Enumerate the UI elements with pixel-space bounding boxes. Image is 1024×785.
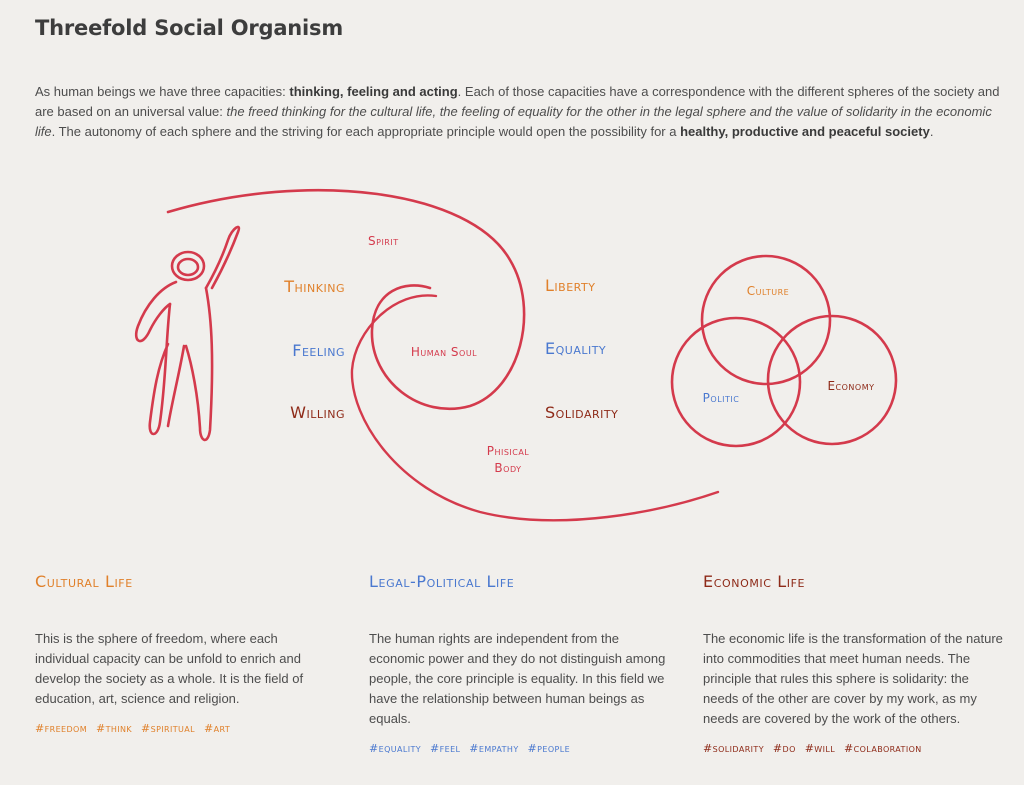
label-thinking: Thinking <box>284 277 345 296</box>
legal-political-life-text: The human rights are independent from the economic power and they do not distinguish among people, the core principle is equality. In this field we have the relationship between human beings as equals. <box>369 631 666 726</box>
cultural-life-tags <box>35 722 335 735</box>
intro-text-2: . Each of those capacities have a correspondence with the different spheres of the society and are based on an universal value: <box>35 84 1000 119</box>
intro-text-4: . <box>929 124 934 139</box>
label-body: Body <box>494 461 522 475</box>
label-spirit: Spirit <box>368 234 399 248</box>
cultural-life-text: This is the sphere of freedom, where each individual capacity can be unfold to enrich and develop the society as a whole. It is the field of education, art, science and religion. <box>35 631 304 706</box>
economic-life-heading: Economic Life <box>703 572 806 591</box>
venn-label-culture: Culture <box>746 284 790 298</box>
label-feeling: Feeling <box>292 341 345 360</box>
intro-text-1: As human beings we have three capacities: <box>35 84 290 99</box>
tag[interactable]: #spiritual <box>140 722 196 735</box>
tag[interactable]: #do <box>772 742 796 755</box>
economic-life-text: The economic life is the transformation of the nature into commodities that meet human needs. The principle that rules this sphere is solidarity: the needs of the other are cover by my work, as my needs are covered by the work of the others. <box>703 631 1003 726</box>
tag[interactable]: #freedom <box>35 722 88 735</box>
column-legal-political-life <box>369 572 669 755</box>
tag[interactable]: #equality <box>369 742 422 755</box>
label-liberty: Liberty <box>545 276 596 295</box>
label-phisical: Phisical <box>486 444 530 458</box>
tag[interactable]: #people <box>527 742 571 755</box>
column-cultural-life <box>35 572 335 735</box>
intro-bold-society: healthy, productive and peaceful society <box>680 124 930 139</box>
tag[interactable]: #art <box>203 722 231 735</box>
spiral-inner-line <box>352 295 718 520</box>
threefold-diagram <box>0 170 1024 530</box>
intro-paragraph <box>35 82 1010 142</box>
legal-political-life-heading: Legal-Political Life <box>369 572 515 591</box>
tag[interactable]: #think <box>95 722 133 735</box>
label-human-soul: Human Soul <box>410 345 478 359</box>
intro-text-3: . The autonomy of each sphere and the striving for each appropriate principle would open the possibility for a <box>51 124 681 139</box>
label-equality: Equality <box>545 339 607 358</box>
tag[interactable]: #will <box>804 742 836 755</box>
human-figure-icon <box>136 227 239 440</box>
venn-label-politic: Politic <box>702 391 740 405</box>
intro-bold-capacities: thinking, feeling and acting <box>289 84 458 99</box>
column-economic-life <box>703 572 1003 755</box>
legal-political-life-tags <box>369 742 669 755</box>
page-title: Threefold Social Organism <box>35 16 344 40</box>
venn-label-economy: Economy <box>827 379 875 393</box>
spiral-line <box>168 190 524 409</box>
economic-life-tags <box>703 742 1003 755</box>
cultural-life-heading: Cultural Life <box>35 572 133 591</box>
tag[interactable]: #feel <box>430 742 461 755</box>
label-solidarity: Solidarity <box>545 403 619 422</box>
tag[interactable]: #empathy <box>469 742 519 755</box>
tag[interactable]: #colaboration <box>844 742 922 755</box>
intro-italic-values: the freed thinking for the cultural life, the feeling of equality for the other in the legal sphere and the value of solidarity in the economic life <box>35 104 992 139</box>
tag[interactable]: #solidarity <box>703 742 764 755</box>
label-willing: Willing <box>290 403 345 422</box>
